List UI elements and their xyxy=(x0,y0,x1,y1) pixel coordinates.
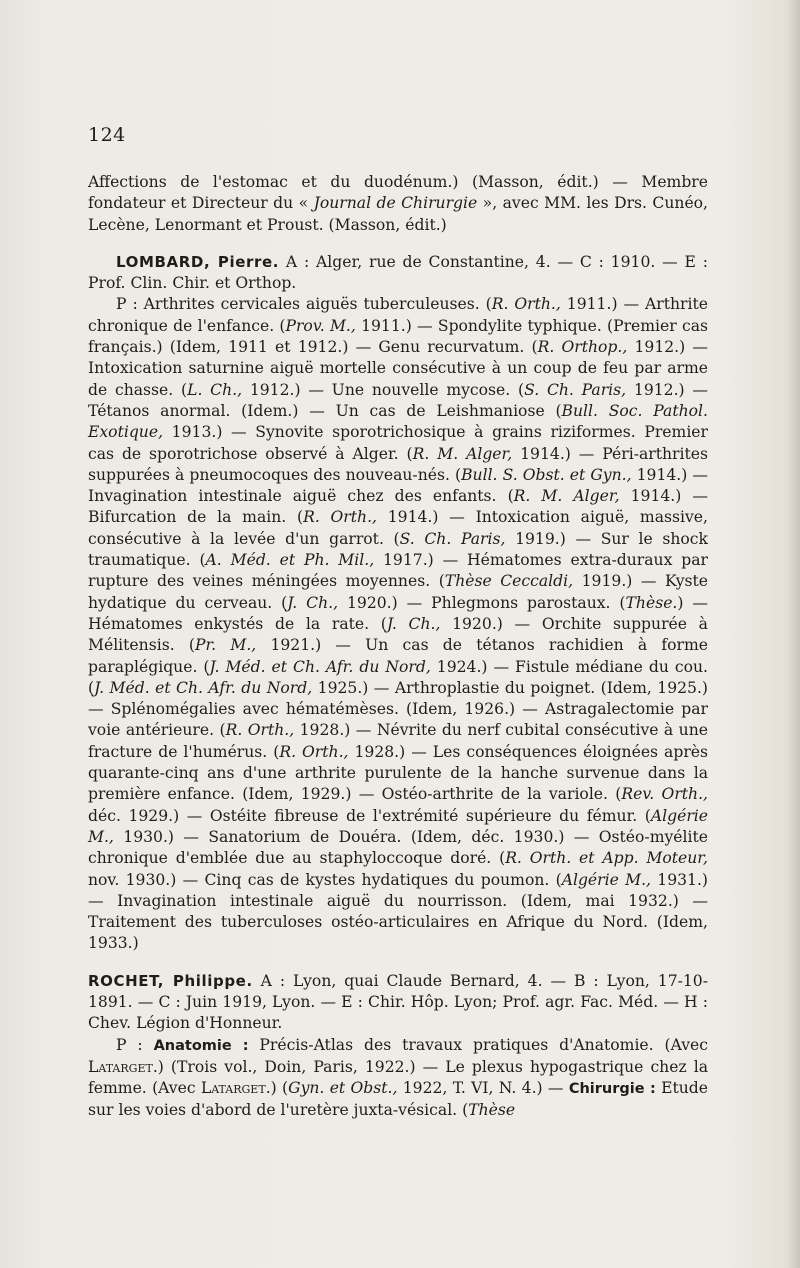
entry-lombard-header: LOMBARD, Pierre. A : Alger, rue de Constantine, 4. — C : 1910. — E : Prof. Clin. Chir. et Orthop. xyxy=(88,252,708,293)
section-keyword-chirurgie: Chirurgie : xyxy=(568,1081,656,1098)
page-number: 124 xyxy=(88,124,126,146)
author-name-lombard: LOMBARD, Pierre. xyxy=(116,252,280,271)
page-edge-shadow xyxy=(786,0,800,1268)
author-name-rochet: ROCHET, Philippe. xyxy=(88,971,253,990)
entry-lombard-publications: P : Arthrites cervicales aiguës tuberculeuses. (R. Orth., 1911.) — Arthrite chronique de l'enfance. (Prov. M., 1911.) — Spondylite typhique. (Premier cas français.) (Idem, 1911 et 1912.) — Genu recurvatum. (R. Orthop., 1912.) — Intoxication saturnine aiguë mortelle consécutive à un coup de feu par arme de chasse. (L. Ch., 1912.) — Une nouvelle mycose. (S. Ch. Paris, 1912.) — Tétanos anormal. (Idem.) — Un cas de Leishmaniose (Bull. Soc. Pathol. Exotique, 1913.) — Synovite sporotrichosique à grains riziformes. Premier cas de sporotrichose observé à Alger. (R. M. Alger, 1914.) — Péri-arthrites suppurées à pneumocoques des nouveau-nés. (Bull. S. Obst. et Gyn., 1914.) — Invagination intestinale aiguë chez des enfants. (R. M. Alger, 1914.) — Bifurcation de la main. (R. Orth., 1914.) — Intoxication aiguë, massive, consécutive à la levée d'un garrot. (S. Ch. Paris, 1919.) — Sur le shock traumatique. (A. Méd. et Ph. Mil., 1917.) — Hématomes extra-duraux par rupture des veines méningées moyennes. (Thèse Ceccaldi, 1919.) — Kyste hydatique du cerveau. (J. Ch., 1920.) — Phlegmons parostaux. (Thèse.) — Hématomes enkystés de la rate. (J. Ch., 1920.) — Orchite suppurée à Mélitensis. (Pr. M., 1921.) — Un cas de tétanos rachidien à forme paraplégique. (J. Méd. et Ch. Afr. du Nord, 1924.) — Fistule médiane du cou. (J. Méd. et Ch. Afr. du Nord, 1925.) — Arthroplastie du poignet. (Idem, 1925.) — Splénomégalies avec hématémèses. (Idem, 1926.) — Astragalectomie par voie antérieure. (R. Orth., 1928.) — Névrite du nerf cubital consécutive à une fracture de l'humérus. (R. Orth., 1928.) — Les conséquences éloignées après quarante-cinq ans d'une arthrite purulente de la hanche survenue dans la première enfance. (Idem, 1929.) — Ostéo-arthrite de la variole. (Rev. Orth., déc. 1929.) — Ostéite fibreuse de l'extrémité supérieure du fémur. (Algérie M., 1930.) — Sanatorium de Douéra. (Idem, déc. 1930.) — Ostéo-myélite chronique d'emblée due au staphyloccoque doré. (R. Orth. et App. Moteur, nov. 1930.) — Cinq cas de kystes hydatiques du poumon. (Algérie M., 1931.) — Invagination intestinale aiguë du nourrisson. (Idem, mai 1932.) — Traitement des tuberculoses ostéo-articulaires en Afrique du Nord. (Idem, 1933.) xyxy=(88,295,709,953)
document-body xyxy=(88,172,708,1122)
entry-rochet-header: ROCHET, Philippe. A : Lyon, quai Claude Bernard, 4. — B : Lyon, 17-10-1891. — C : Juin 1919, Lyon. — E : Chir. Hôp. Lyon; Prof. agr. Fac. Méd. — H : Chev. Légion d'Honneur. xyxy=(88,971,708,1033)
section-keyword-anatomie: Anatomie : xyxy=(153,1037,249,1054)
continuation-paragraph: Affections de l'estomac et du duodénum.) (Masson, édit.) — Membre fondateur et Directeur du « Journal de Chirurgie », avec MM. les Drs. Cunéo, Lecène, Lenormant et Proust. (Masson, édit.) xyxy=(88,173,709,234)
entry-rochet-publications: P : Anatomie : Précis-Atlas des travaux pratiques d'Anatomie. (Avec Latarget.) (Trois vol., Doin, Paris, 1922.) — Le plexus hypogastrique chez la femme. (Avec Latarget.) (Gyn. et Obst., 1922, T. VI, N. 4.) — Chirurgie : Etude sur les voies d'abord de l'uretère juxta-vésical. (Thèse xyxy=(88,1035,709,1120)
